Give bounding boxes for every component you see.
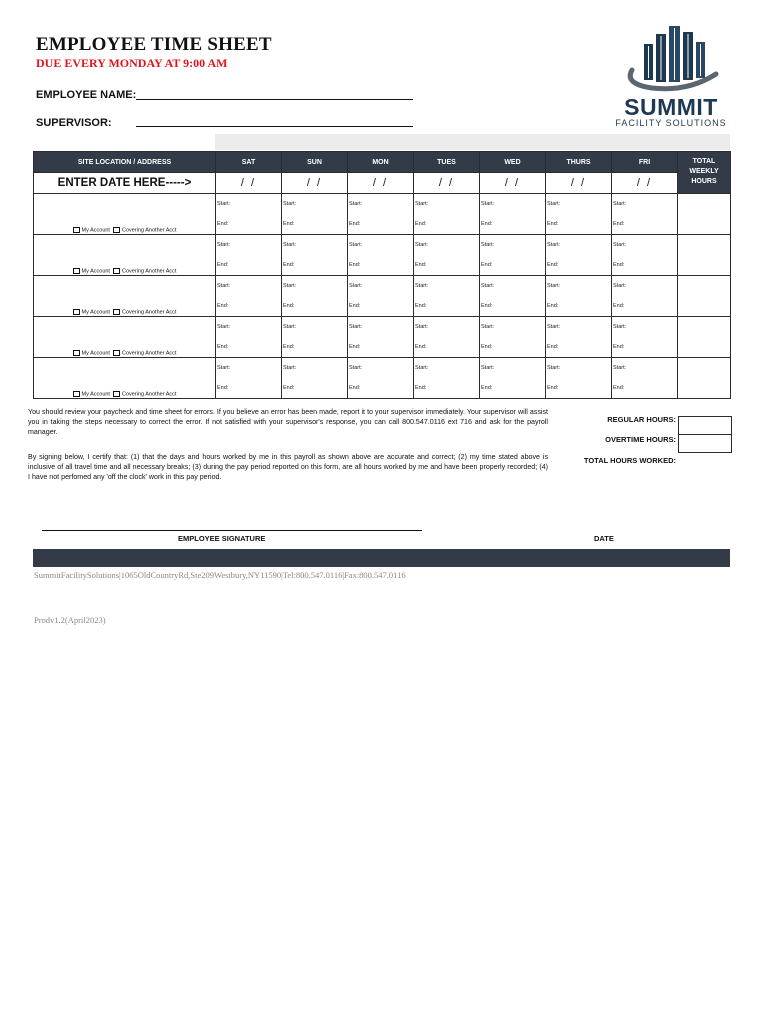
day-time-cell[interactable] [546,276,612,317]
day-time-cell[interactable] [480,276,546,317]
account-options [34,350,215,356]
start-label: Start: [613,324,627,330]
end-label: End: [217,385,229,391]
start-label: Start: [481,365,495,371]
company-logo [612,22,730,132]
my-account-label: My Account [81,391,110,397]
site-location-cell[interactable] [34,194,216,235]
day-time-cell[interactable] [612,235,678,276]
site-location-cell[interactable] [34,235,216,276]
start-label: Start: [283,365,297,371]
day-header: MON [348,152,414,173]
day-time-cell[interactable] [546,235,612,276]
start-label: Start: [217,283,231,289]
version-label: Prodv1.2(April2023) [34,615,106,625]
day-time-cell[interactable] [612,276,678,317]
certification-text: By signing below, I certify that: (1) that the days and hours worked by me in this payroll as shown above are accurate and correct; (2) my time stated above is inclusive of all travel time and all necessary breaks; (3) during the pay period reported on this form, are all hours worked by me and have been properly recorded; (4) I have not perfomed any 'off the clock' work in this pay period. [28,453,548,481]
date-field[interactable]: / / [546,173,612,194]
end-label: End: [613,385,625,391]
start-label: Start: [547,242,561,248]
day-time-cell[interactable] [348,235,414,276]
start-label: Start: [481,283,495,289]
start-label: Start: [547,365,561,371]
supervisor-field[interactable] [136,126,413,127]
end-label: End: [481,262,493,268]
day-time-cell[interactable] [414,194,480,235]
weekly-label: WEEKLY [689,168,719,175]
table-row [34,194,731,235]
end-label: End: [547,262,559,268]
start-label: Start: [283,242,297,248]
start-label: Start: [613,283,627,289]
end-label: End: [415,262,427,268]
logo-name: SUMMIT [624,94,718,120]
overtime-hours-label: OVERTIME HOURS: [605,435,676,444]
start-label: Start: [349,365,363,371]
covering-account-checkbox[interactable] [113,391,120,397]
day-time-cell[interactable] [282,358,348,399]
my-account-checkbox[interactable] [73,350,80,356]
page-title: EMPLOYEE TIME SHEET [36,34,272,55]
date-field[interactable]: / / [414,173,480,194]
end-label: End: [613,303,625,309]
due-notice: DUE EVERY MONDAY AT 9:00 AM [36,56,228,70]
end-label: End: [349,344,361,350]
my-account-checkbox[interactable] [73,391,80,397]
start-label: Start: [217,201,231,207]
end-label: End: [217,303,229,309]
end-label: End: [613,221,625,227]
start-label: Start: [481,201,495,207]
date-field[interactable]: / / [348,173,414,194]
day-time-cell[interactable] [216,235,282,276]
overtime-hours-field[interactable] [678,434,732,453]
my-account-checkbox[interactable] [73,268,80,274]
day-time-cell[interactable] [612,358,678,399]
regular-hours-field[interactable] [678,416,732,435]
day-time-cell[interactable] [612,317,678,358]
covering-account-label: Covering Another Acct [122,268,177,274]
my-account-label: My Account [81,350,110,356]
date-field[interactable]: / / [282,173,348,194]
end-label: End: [481,344,493,350]
total-weekly-hours-header [678,152,731,194]
account-options [34,227,215,233]
day-header: SAT [216,152,282,173]
table-row [34,358,731,399]
day-time-cell[interactable] [546,317,612,358]
table-row [34,317,731,358]
end-label: End: [613,344,625,350]
day-header: SUN [282,152,348,173]
end-label: End: [481,221,493,227]
day-time-cell[interactable] [480,358,546,399]
end-label: End: [547,385,559,391]
end-label: End: [283,385,295,391]
header-band [215,134,730,150]
start-label: Start: [283,324,297,330]
end-label: End: [283,221,295,227]
weekly-total-cell[interactable] [678,317,731,358]
start-label: Start: [613,242,627,248]
site-location-cell[interactable] [34,276,216,317]
day-time-cell[interactable] [348,317,414,358]
site-location-header: SITE LOCATION / ADDRESS [34,152,216,173]
account-options [34,268,215,274]
day-time-cell[interactable] [414,358,480,399]
end-label: End: [481,303,493,309]
employee-name-label: EMPLOYEE NAME: [36,89,137,101]
day-time-cell[interactable] [282,235,348,276]
start-label: Start: [415,242,429,248]
end-label: End: [547,221,559,227]
my-account-label: My Account [81,309,110,315]
day-time-cell[interactable] [612,194,678,235]
end-label: End: [349,385,361,391]
start-label: Start: [613,365,627,371]
covering-account-checkbox[interactable] [113,350,120,356]
end-label: End: [415,385,427,391]
logo-subtitle: FACILITY SOLUTIONS [615,118,727,128]
start-label: Start: [217,365,231,371]
date-row [34,173,731,194]
day-time-cell[interactable] [348,194,414,235]
start-label: Start: [283,283,297,289]
date-label: DATE [594,534,614,543]
weekly-total-cell[interactable] [678,276,731,317]
start-label: Start: [481,324,495,330]
end-label: End: [415,303,427,309]
end-label: End: [415,221,427,227]
regular-hours-label: REGULAR HOURS: [607,415,676,424]
day-time-cell[interactable] [282,276,348,317]
day-time-cell[interactable] [216,276,282,317]
hours-label: HOURS [691,178,717,185]
site-location-cell[interactable] [34,317,216,358]
day-time-cell[interactable] [216,317,282,358]
day-time-cell[interactable] [348,358,414,399]
end-label: End: [613,262,625,268]
covering-account-label: Covering Another Acct [122,391,177,397]
end-label: End: [547,344,559,350]
covering-account-label: Covering Another Acct [122,227,177,233]
day-time-cell[interactable] [216,358,282,399]
supervisor-label: SUPERVISOR: [36,117,112,129]
enter-date-label: ENTER DATE HERE-----> [34,173,216,194]
header-row [34,152,731,173]
day-time-cell[interactable] [216,194,282,235]
date-field[interactable]: / / [480,173,546,194]
start-label: Start: [349,201,363,207]
company-footer: SummitFacilitySolutions|1065OldCountryRd,Ste209Westbury,NY11590|Tel:800.547.0116|Fax:800.547.0116 [34,570,406,580]
start-label: Start: [415,365,429,371]
end-label: End: [547,303,559,309]
footer-band [33,549,730,567]
end-label: End: [349,303,361,309]
end-label: End: [283,262,295,268]
employee-signature-label: EMPLOYEE SIGNATURE [178,534,266,543]
signature-line[interactable] [42,530,422,531]
start-label: Start: [415,283,429,289]
start-label: Start: [217,242,231,248]
day-time-cell[interactable] [282,317,348,358]
covering-account-checkbox[interactable] [113,268,120,274]
day-time-cell[interactable] [546,194,612,235]
day-header: TUES [414,152,480,173]
start-label: Start: [415,324,429,330]
day-time-cell[interactable] [414,235,480,276]
covering-account-label: Covering Another Acct [122,350,177,356]
end-label: End: [217,344,229,350]
site-location-cell[interactable] [34,358,216,399]
day-time-cell[interactable] [414,317,480,358]
account-options [34,309,215,315]
start-label: Start: [613,201,627,207]
start-label: Start: [481,242,495,248]
table-row [34,235,731,276]
start-label: Start: [547,324,561,330]
end-label: End: [349,221,361,227]
start-label: Start: [349,283,363,289]
table-row [34,276,731,317]
day-time-cell[interactable] [480,235,546,276]
date-field[interactable]: / / [612,173,678,194]
weekly-total-cell[interactable] [678,235,731,276]
weekly-total-cell[interactable] [678,194,731,235]
start-label: Start: [547,201,561,207]
entry-rows [34,194,731,399]
total-label: TOTAL [692,158,716,165]
day-header: THURS [546,152,612,173]
timesheet-table [33,151,731,399]
end-label: End: [217,262,229,268]
day-time-cell[interactable] [546,358,612,399]
day-time-cell[interactable] [348,276,414,317]
start-label: Start: [349,324,363,330]
day-time-cell[interactable] [282,194,348,235]
building-skyline-icon [612,22,730,94]
account-options [34,391,215,397]
my-account-label: My Account [81,227,110,233]
employee-name-field[interactable] [136,99,413,100]
weekly-total-cell[interactable] [678,358,731,399]
covering-account-checkbox[interactable] [113,227,120,233]
day-time-cell[interactable] [414,276,480,317]
start-label: Start: [415,201,429,207]
total-hours-label: TOTAL HOURS WORKED: [583,456,676,465]
my-account-checkbox[interactable] [73,227,80,233]
end-label: End: [217,221,229,227]
covering-account-label: Covering Another Acct [122,309,177,315]
start-label: Start: [283,201,297,207]
day-time-cell[interactable] [480,194,546,235]
day-time-cell[interactable] [480,317,546,358]
date-field[interactable]: / / [216,173,282,194]
error-notice: You should review your paycheck and time sheet for errors. If you believe an error has been made, report it to your supervisor immediately. Your supervisor will assist you in taking the steps necessary to correct the error. If not satisfied with your supervisor's response, you can call 800.547.0116 ext 716 and ask for the payroll manager. [28,408,548,436]
my-account-label: My Account [81,268,110,274]
covering-account-checkbox[interactable] [113,309,120,315]
start-label: Start: [349,242,363,248]
day-header: WED [480,152,546,173]
end-label: End: [283,344,295,350]
end-label: End: [283,303,295,309]
start-label: Start: [547,283,561,289]
end-label: End: [349,262,361,268]
start-label: Start: [217,324,231,330]
end-label: End: [415,344,427,350]
day-header: FRI [612,152,678,173]
my-account-checkbox[interactable] [73,309,80,315]
end-label: End: [481,385,493,391]
